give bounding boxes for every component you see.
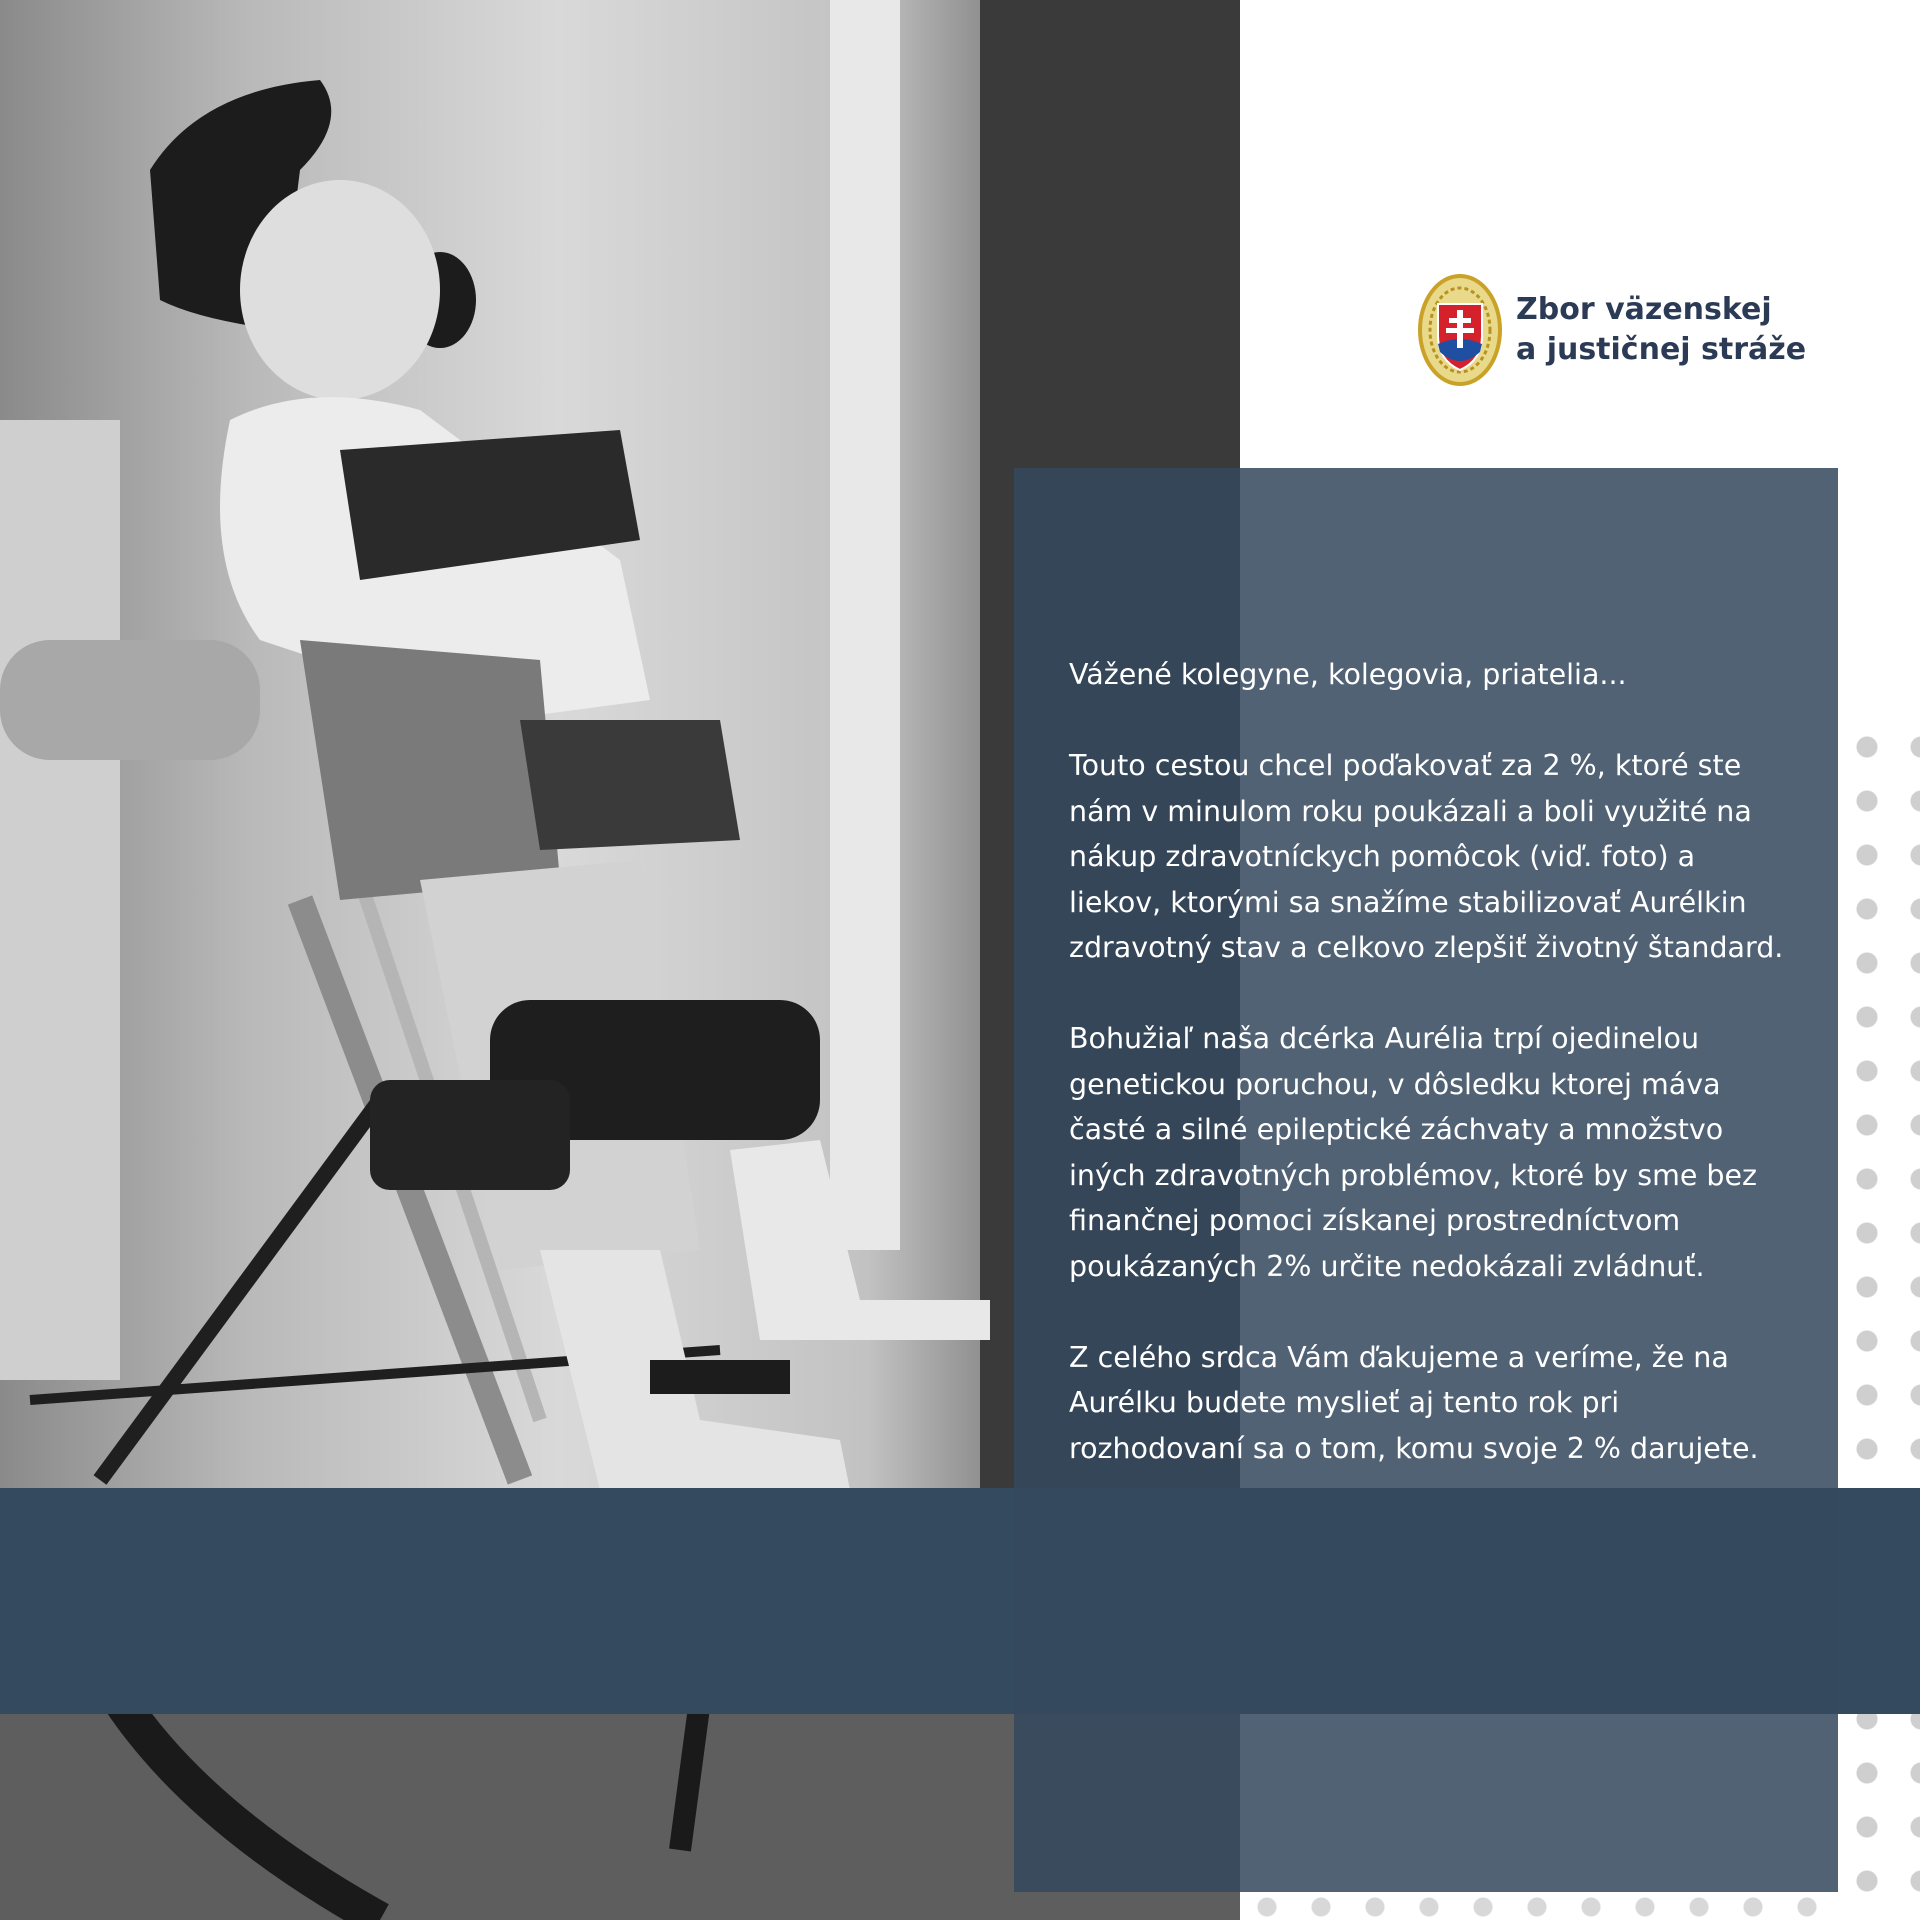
letter-line: Aurélku budete myslieť aj tento rok pri [1069, 1386, 1620, 1419]
letter-line: nám v minulom roku poukázali a boli využité na [1069, 794, 1752, 828]
organization-name-line2: a justičnej stráže [1516, 332, 1807, 367]
letter-line: finančnej pomoci získanej prostredníctvom [1069, 1204, 1681, 1237]
letter-line: časté a silné epileptické záchvaty a množstvo [1069, 1113, 1724, 1146]
slovak-coat-of-arms-icon [1418, 274, 1502, 386]
letter-line: iných zdravotných problémov, ktoré by sme bez [1069, 1158, 1758, 1192]
letter-paragraph-1 [1069, 743, 1849, 971]
organization-logo [1418, 272, 1806, 388]
letter-line: liekov, ktorými sa snažíme stabilizovať Aurélkin [1069, 885, 1747, 919]
letter-line: Z celého srdca Vám ďakujeme a veríme, že na [1069, 1340, 1729, 1374]
dot-pattern-right [1840, 720, 1920, 1920]
letter-greeting: Vážené kolegyne, kolegovia, priatelia... [1069, 658, 1627, 691]
letter-paragraph-2 [1069, 1016, 1849, 1289]
letter-line: Touto cestou chcel poďakovať za 2 %, ktoré ste [1069, 749, 1742, 782]
letter-line: Bohužiaľ naša dcérka Aurélia trpí ojedinelou [1069, 1022, 1700, 1055]
organization-name [1516, 290, 1806, 370]
letter-line: zdravotný stav a celkovo zlepšiť životný štandard. [1069, 931, 1784, 964]
letter-line: nákup zdravotníckych pomôcok (viď. foto) a [1069, 840, 1696, 873]
letter-line: genetickou poruchou, v dôsledku ktorej máva [1069, 1067, 1721, 1101]
letter-paragraph-3 [1069, 1335, 1849, 1472]
letter-line: rozhodovaní sa o tom, komu svoje 2 % darujete. [1069, 1431, 1759, 1465]
organization-name-line1: Zbor väzenskej [1516, 292, 1772, 327]
thank-you-letter [1069, 652, 1849, 1517]
letter-line: poukázaných 2% určite nedokázali zvládnuť. [1069, 1249, 1705, 1283]
